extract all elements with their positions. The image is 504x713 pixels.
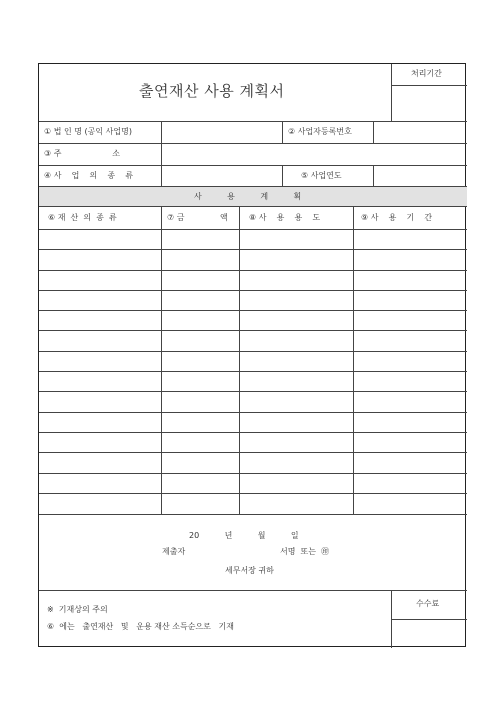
biz-year-label: ⑤ 사업연도 [301,171,342,180]
recipient-label: 세무서장 귀하 [225,566,274,575]
biz-type-label: ④ 사 업 의 종 류 [44,171,134,180]
corp-name-label: ① 법 인 명 (공익 사업명) [44,127,132,136]
biz-reg-no-label: ② 사업자등록번호 [288,127,352,136]
date-line: 20 년 월 일 [189,531,299,540]
processing-period-label: 처리기간 [411,69,442,78]
form-title: 출연재산 사용 계획서 [139,82,285,100]
fee-label: 수수료 [416,599,440,608]
signature-label: 서명 또는 ㊞ [280,547,330,556]
address-label: ③ 주 소 [44,149,121,158]
plan-form [38,63,466,647]
notes-title: ※ 기재상의 주의 [47,605,108,614]
column-asset-type: ⑥ 재 산 의 종 류 [48,213,117,222]
plan-section-label: 사 용 계 획 [194,192,302,201]
biz-year-field[interactable] [374,166,466,185]
column-usage-period: ⑨ 사 용 기 간 [361,213,433,222]
column-amount: ⑦ 금 액 [167,213,228,222]
biz-type-field[interactable] [162,166,281,185]
submitter-label: 제출자 [162,547,186,556]
corp-name-field[interactable] [162,122,281,142]
fee-field[interactable] [392,620,466,647]
notes-item: ⑥ 에는 출연재산 및 운용 재산 소득순으로 기재 [47,622,234,631]
biz-reg-no-field[interactable] [374,122,466,142]
column-usage-purpose: ⑧ 사 용 용 도 [249,213,321,222]
address-field[interactable] [162,144,466,164]
